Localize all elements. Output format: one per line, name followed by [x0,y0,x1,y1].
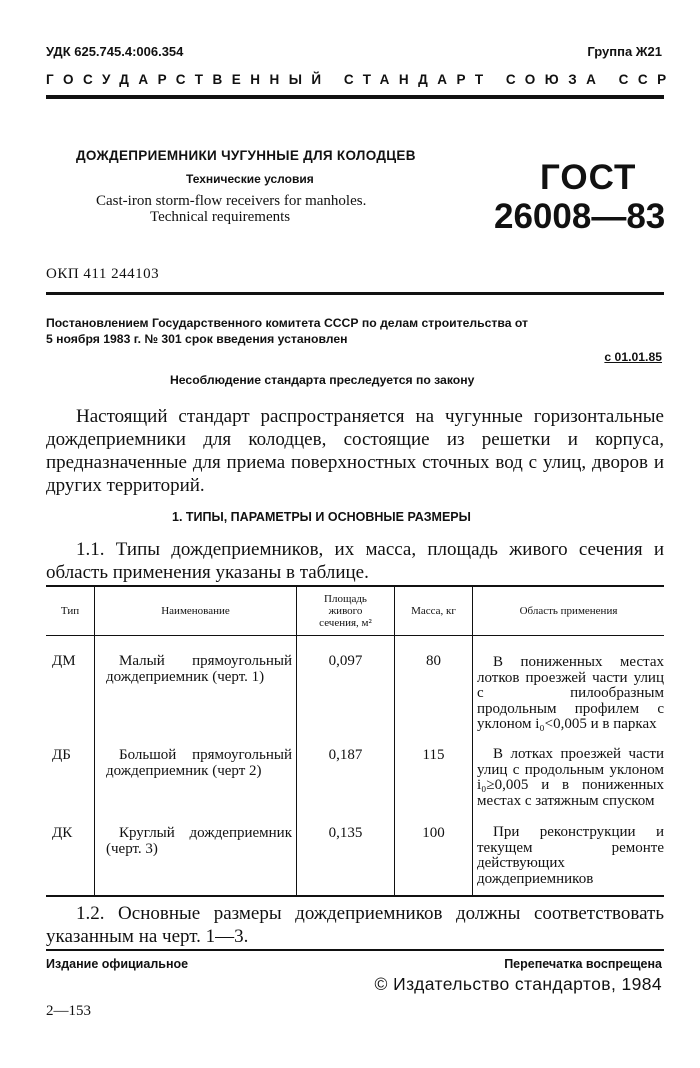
footer-rule [46,949,664,951]
paragraph-1-2: 1.2. Основные размеры дождеприемников должны соответствовать указанным на черт. 1—3. [46,903,664,947]
row-mass: 100 [422,825,445,841]
table-column-divider [472,586,473,895]
row-area: 0,097 [328,653,363,669]
effective-date: с 01.01.85 [604,350,662,364]
standard-title: ДОЖДЕПРИЕМНИКИ ЧУГУННЫЕ ДЛЯ КОЛОДЦЕВ [76,148,416,163]
legal-warning: Несоблюдение стандарта преследуется по закону [170,373,475,387]
row-name: Круглый дождеприемник (черт. 3) [106,825,292,857]
row-mass: 80 [426,653,441,669]
reprint-notice: Перепечатка воспрещена [504,957,662,971]
official-edition: Издание официальное [46,957,189,971]
col-header-area-2: живого [328,605,363,617]
col-header-type: Тип [60,605,80,617]
col-header-name: Наименование [161,605,230,617]
row-application: В пониженных местах лотков проезжей части улиц с пилообразным продольным профилем с уклоном i₀<0,005 и в парках [477,654,664,732]
row-area: 0,135 [328,825,363,841]
okp-rule [46,292,664,295]
row-application: При реконструкции и текущем ремонте действующих дождеприемников [477,824,664,887]
table-bottom-rule [46,895,664,897]
row-area: 0,187 [328,747,363,763]
page-code: 2—153 [46,1003,91,1019]
title-english-line2: Technical requirements [150,209,291,225]
copyright-notice: © Издательство стандартов, 1984 [374,974,662,994]
col-header-application: Область применения [519,605,618,617]
row-type: ДМ [52,653,76,669]
okp-code: ОКП 411 244103 [46,266,160,282]
row-type: ДБ [52,747,71,763]
col-header-area-1: Площадь [324,593,367,605]
title-english-line1: Cast-iron storm-flow receivers for manholes. [96,193,367,209]
intro-paragraph: Настоящий стандарт распространяется на чугунные горизонтальные дождеприемники для колодцев, состоящие из решетки и корпуса, предназначенные для приема поверхностных сточных вод с улиц, дворов и других территорий. [46,406,664,496]
table-header-rule [46,635,664,636]
row-mass: 115 [422,747,445,763]
state-standard-heading: ГОСУДАРСТВЕННЫЙ СТАНДАРТ СОЮЗА ССР [46,72,676,87]
table-top-rule [46,585,664,587]
table-column-divider [94,586,95,895]
col-header-mass: Масса, кг [411,605,456,617]
gost-label: ГОСТ [540,158,637,197]
gost-number: 26008—83 [494,197,666,236]
table-column-divider [296,586,297,895]
row-name: Малый прямоугольный дождеприемник (черт. 1) [106,653,292,685]
resolution-line2: 5 ноября 1983 г. № 301 срок введения установлен [46,332,348,346]
header-rule [46,95,664,99]
group-code: Группа Ж21 [587,44,662,59]
resolution-line1: Постановлением Государственного комитета СССР по делам строительства от [46,316,528,330]
table-column-divider [394,586,395,895]
standard-subtitle: Технические условия [186,172,314,186]
udk-code: УДК 625.745.4:006.354 [46,44,184,59]
section-heading: 1. ТИПЫ, ПАРАМЕТРЫ И ОСНОВНЫЕ РАЗМЕРЫ [172,510,471,524]
row-name: Большой прямоугольный дождеприемник (черт 2) [106,747,292,779]
col-header-area-3: сечения, м² [319,617,372,629]
row-type: ДК [52,825,73,841]
row-application: В лотках проезжей части улиц с продольным уклоном i₀≥0,005 и в пониженных местах с затяжным спуском [477,746,664,809]
paragraph-1-1: 1.1. Типы дождеприемников, их масса, площадь живого сечения и область применения указаны в таблице. [46,539,664,583]
